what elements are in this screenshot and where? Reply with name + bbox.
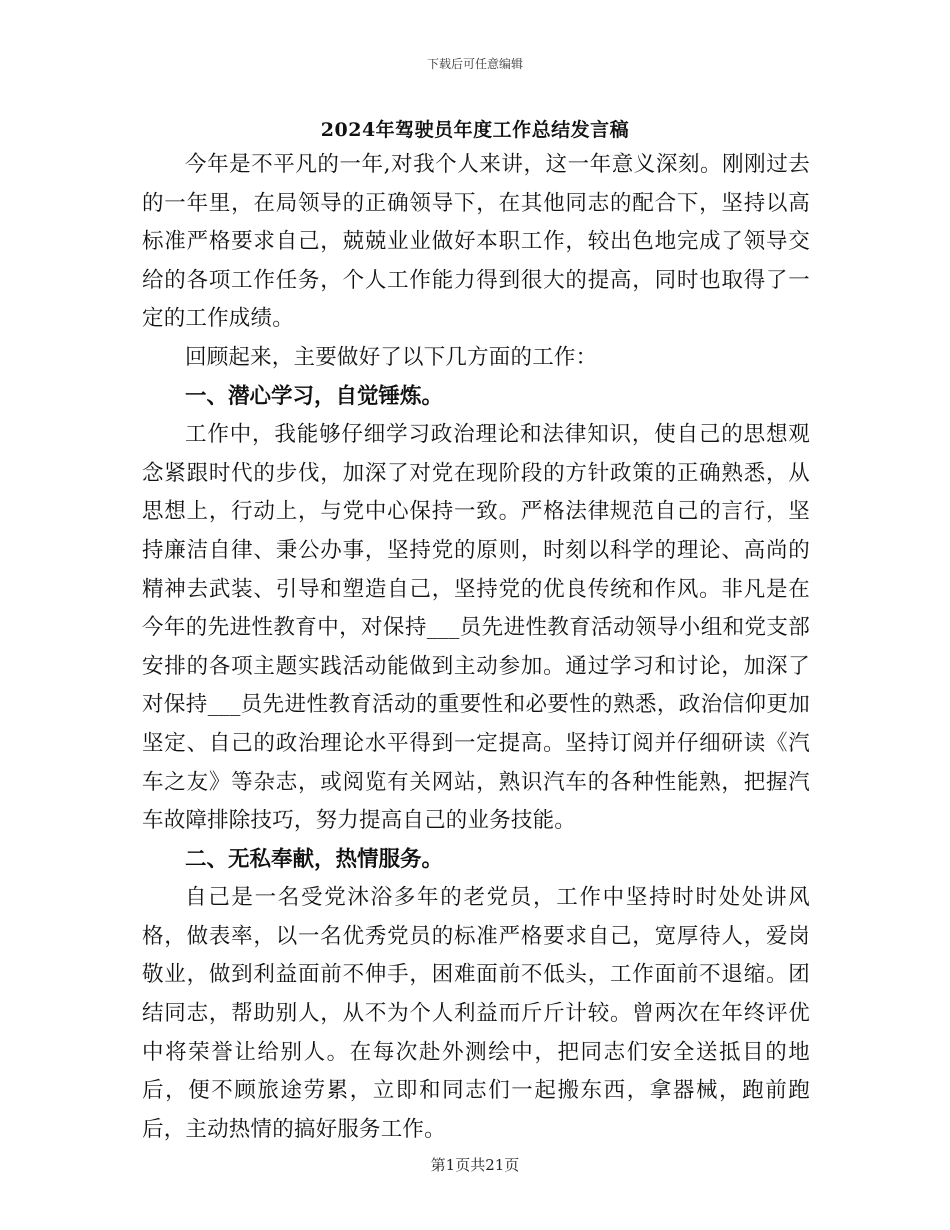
section-1-paragraph: 工作中，我能够仔细学习政治理论和法律知识，使自己的思想观念紧跟时代的步伐，加深了对党在现阶段的方针政策的正确熟悉，从思想上，行动上，与党中心保持一致。严格法律规范自己的言行，坚持廉洁自律、秉公办事，坚持党的原则，时刻以科学的理论、高尚的精神去武装、引导和塑造自己，坚持党的优良传统和作风。非凡是在今年的先进性教育中，对保持___员先进性教育活动领导小组和党支部安排的各项主题实践活动能做到主动参加。通过学习和讨论，加深了对保持___员先进性教育活动的重要性和必要性的熟悉，政治信仰更加坚定、自己的政治理论水平得到一定提高。坚持订阅并仔细研读《汽车之友》等杂志，或阅览有关网站，熟识汽车的各种性能熟，把握汽车故障排除技巧，努力提高自己的业务技能。 xyxy=(142,422,810,834)
intro-paragraph: 今年是不平凡的一年,对我个人来讲，这一年意义深刻。刚刚过去的一年里，在局领导的正确领导下，在其他同志的配合下，坚持以高标准严格要求自己，兢兢业业做好本职工作，较出色地完成了领导交给的各项工作任务，个人工作能力得到很大的提高，同时也取得了一定的工作成绩。 xyxy=(142,152,810,332)
section-1-heading: 一、潜心学习，自觉锤炼。 xyxy=(185,383,444,409)
section-2-heading: 二、无私奉献，热情服务。 xyxy=(185,846,444,872)
document-title: 2024年驾驶员年度工作总结发言稿 xyxy=(320,119,630,141)
section-2-paragraph: 自己是一名受党沐浴多年的老党员，工作中坚持时时处处讲风格，做表率，以一名优秀党员的标准严格要求自己，宽厚待人，爱岗敬业，做到利益面前不伸手，困难面前不低头，工作面前不退缩。团结同志，帮助别人，从不为个人利益而斤斤计较。曾两次在年终评优中将荣誉让给别人。在每次赴外测绘中，把同志们安全送抵目的地后，便不顾旅途劳累，立即和同志们一起搬东西，拿器械，跑前跑后，主动热情的搞好服务工作。 xyxy=(142,885,810,1142)
header-note: 下载后可任意编辑 xyxy=(426,57,523,71)
document-body xyxy=(142,146,810,1149)
page-footer: 第1页共21页 xyxy=(430,1156,520,1174)
review-paragraph: 回顾起来，主要做好了以下几方面的工作： xyxy=(185,344,598,370)
